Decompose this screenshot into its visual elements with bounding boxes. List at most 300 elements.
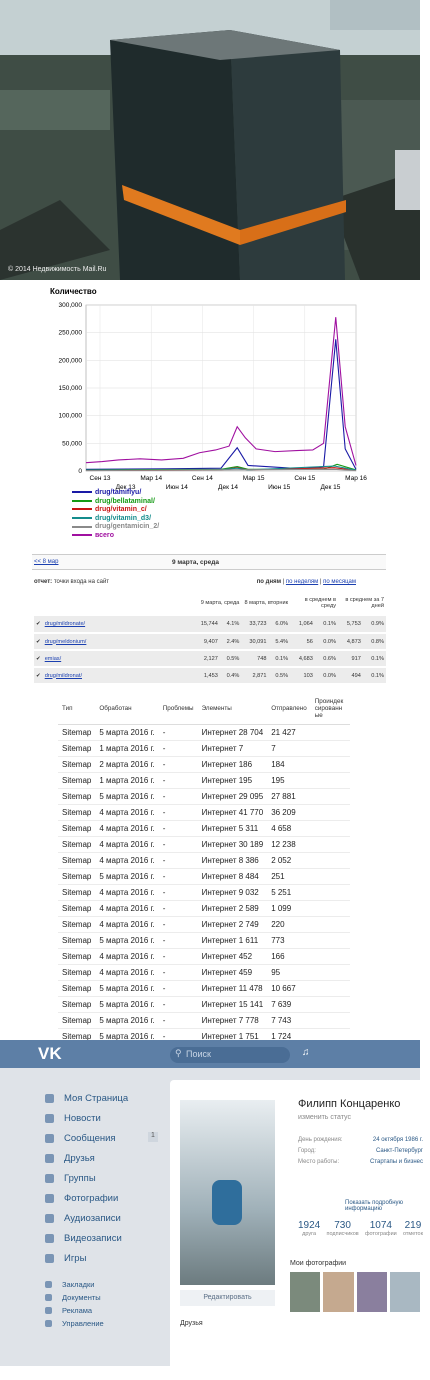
cell-issues: - [159,804,198,820]
row-value: 1,453 [193,667,220,684]
row-value: 0.5% [269,667,291,684]
row-page-link[interactable]: drug/meldonium/ [43,633,193,650]
submitted-count: 8 484 [238,871,259,881]
entry-points-report [0,550,420,690]
sidebar-item[interactable] [45,1248,175,1268]
legend-swatch [72,500,92,502]
col-header-yesterday: 8 марта, вторник [244,600,289,606]
row-value: 5.4% [269,633,291,650]
cell-indexed: 220 [267,916,311,932]
cell-processed: 5 марта 2016 г. [95,788,158,804]
cell-issues: - [159,916,198,932]
sidebar-item[interactable] [45,1188,175,1208]
menu-icon [45,1294,52,1301]
sitemap-row[interactable] [58,932,350,948]
friends-title: Друзья [180,1320,203,1327]
cell-items [198,900,268,916]
submitted-count: 8 386 [238,855,259,865]
cell-processed: 5 марта 2016 г. [95,1012,158,1028]
legend-item [72,532,159,541]
cell-issues: - [159,996,198,1012]
cell-type: Sitemap [58,948,95,964]
profile-card [170,1080,430,1380]
cell-type: Sitemap [58,820,95,836]
cell-items [198,868,268,884]
legend-label: drug/vitamin_c/ [95,506,147,514]
submitted-count: 29 095 [238,791,264,801]
row-value: 6.0% [269,616,291,633]
stat-item[interactable] [403,1220,423,1237]
vk-header [0,1040,420,1068]
items-type: Интернет [201,727,237,737]
sitemap-row[interactable] [58,980,350,996]
sitemap-row[interactable] [58,900,350,916]
stat-item[interactable] [365,1220,397,1237]
cell-issues: - [159,932,198,948]
search-icon: ⚲ [175,1048,182,1058]
cell-processed: 4 марта 2016 г. [95,836,158,852]
messages-badge: 1 [148,1132,158,1142]
submitted-count: 41 770 [238,807,264,817]
cell-indexed: 95 [267,964,311,980]
row-value: 33,723 [241,616,268,633]
items-type: Интернет [201,967,237,977]
cell-items [198,724,268,740]
x-tick-label: Сен 14 [191,475,213,482]
col-processed[interactable]: Обработан [95,694,158,724]
cell-type: Sitemap [58,980,95,996]
edit-profile-button[interactable]: Редактировать [180,1290,275,1306]
cell-processed: 4 марта 2016 г. [95,852,158,868]
cell-issues: - [159,884,198,900]
cell-items [198,948,268,964]
cell-type: Sitemap [58,996,95,1012]
legend-label: drug/bellataminal/ [95,497,155,505]
info-value[interactable]: Санкт-Петербург [375,1148,423,1154]
submitted-count: 28 704 [238,727,264,737]
cell-indexed: 21 427 [267,724,311,740]
cell-issues: - [159,964,198,980]
row-value: 0.4% [220,667,242,684]
photo-thumb[interactable] [357,1272,387,1312]
cell-processed: 1 марта 2016 г. [95,772,158,788]
cell-issues: - [159,980,198,996]
sitemap-row[interactable] [58,724,350,740]
search-box[interactable] [170,1047,290,1063]
info-label: День рождения: [298,1137,343,1143]
items-type: Интернет [201,871,237,881]
sitemap-row[interactable] [58,852,350,868]
row-value: 5,753 [338,616,363,633]
cell-items [198,996,268,1012]
menu-icon [45,1320,52,1327]
avatar-person [212,1180,242,1225]
report-row [34,667,386,684]
cell-indexed: 7 743 [267,1012,311,1028]
sitemap-row[interactable] [58,916,350,932]
profile-name: Филипп Концаренко [298,1098,401,1110]
cell-processed: 5 марта 2016 г. [95,1028,158,1044]
submitted-count: 7 778 [238,1015,259,1025]
sitemap-row[interactable] [58,772,350,788]
sitemap-row[interactable] [58,740,350,756]
cell-items [198,740,268,756]
sidebar-item-label: Игры [64,1252,87,1264]
submitted-count: 186 [238,759,253,769]
cell-issues: - [159,756,198,772]
y-tick-label: 50,000 [62,440,82,448]
sidebar-item-label: Реклама [62,1306,93,1315]
sidebar-item-label: Документы [62,1293,101,1302]
row-value: 0.0% [315,633,338,650]
vk-sidebar [45,1088,175,1330]
submitted-count: 459 [238,967,253,977]
cell-processed: 5 марта 2016 г. [95,724,158,740]
cell-issues: - [159,836,198,852]
profile-stats [298,1220,423,1237]
stat-item[interactable] [326,1220,358,1237]
sitemaps-table [58,694,350,1045]
sitemap-row[interactable] [58,820,350,836]
x-tick-label: Сен 15 [294,475,316,482]
cell-type: Sitemap [58,900,95,916]
cell-type: Sitemap [58,788,95,804]
sitemap-row[interactable] [58,884,350,900]
cell-indexed: 773 [267,932,311,948]
submitted-count: 5 311 [238,823,259,833]
row-checkbox[interactable]: ✔ [34,616,43,633]
submitted-count: 2 749 [238,919,259,929]
legend-label: всего [95,531,115,539]
cell-indexed: 1 099 [267,900,311,916]
cell-items [198,884,268,900]
col-submitted[interactable]: Отправлено [267,694,311,724]
cell-indexed: 251 [267,868,311,884]
row-page-link[interactable]: drug/mildronat/ [43,667,193,684]
profile-info [298,1135,423,1168]
legend-swatch [72,491,92,493]
y-tick-label: 250,000 [58,329,82,337]
cell-issues: - [159,900,198,916]
vk-logo: VK [38,1044,62,1063]
y-tick-label: 100,000 [58,412,82,420]
items-type: Интернет [201,951,237,961]
stat-label: друга [302,1231,317,1237]
stat-label: подписчиков [326,1231,359,1237]
x-tick-label: Июн 14 [165,484,188,491]
cell-indexed: 27 881 [267,788,311,804]
cell-processed: 4 марта 2016 г. [95,948,158,964]
items-type: Интернет [201,983,237,993]
items-type: Интернет [201,903,237,913]
row-value: 2,871 [241,667,268,684]
prev-day-link[interactable]: << 8 мар [34,559,59,565]
show-more-link[interactable]: Показать подробную информацию [345,1200,404,1212]
items-type: Интернет [201,743,237,753]
legend-item [72,523,159,532]
sitemap-row[interactable] [58,804,350,820]
col-indexed[interactable]: Проиндексированные [311,694,350,724]
report-type-value[interactable]: точки входа на сайт [53,579,110,585]
x-tick-label: Мар 16 [345,475,367,482]
cell-processed: 5 марта 2016 г. [95,996,158,1012]
submitted-count: 1 751 [238,1031,259,1041]
cell-type: Sitemap [58,916,95,932]
sidebar-item-label: Аудиозаписи [64,1212,121,1224]
cell-indexed: 12 238 [267,836,311,852]
row-value: 15,744 [193,616,220,633]
items-type: Интернет [201,839,237,849]
cell-indexed: 166 [267,948,311,964]
cell-type: Sitemap [58,852,95,868]
sidebar-item[interactable] [45,1228,175,1248]
chart-legend [72,489,159,541]
col-issues[interactable]: Проблемы [159,694,198,724]
submitted-count: 7 [238,743,244,753]
row-value: 2,127 [193,650,220,667]
period-days[interactable]: по дням [256,579,282,585]
stat-item[interactable] [298,1220,320,1237]
cell-type: Sitemap [58,932,95,948]
items-type: Интернет [201,823,237,833]
photo-strip [290,1272,420,1312]
sitemap-row[interactable] [58,948,350,964]
cell-processed: 5 марта 2016 г. [95,868,158,884]
cell-processed: 4 марта 2016 г. [95,900,158,916]
row-value: 0.5% [220,650,242,667]
cell-items [198,932,268,948]
menu-icon [45,1134,54,1143]
cell-processed: 4 марта 2016 г. [95,916,158,932]
sitemap-row[interactable] [58,836,350,852]
info-row [298,1146,423,1157]
sidebar-item-label: Сообщения [64,1132,116,1144]
cell-type: Sitemap [58,868,95,884]
date-nav-bar [32,554,386,570]
row-value: 0.8% [363,633,386,650]
cell-indexed: 195 [267,772,311,788]
menu-icon [45,1254,54,1263]
submitted-count: 1 611 [238,935,259,945]
legend-swatch [72,534,92,536]
period-weeks-link[interactable]: по неделям [285,579,319,585]
report-table [34,590,386,685]
cell-processed: 5 марта 2016 г. [95,932,158,948]
row-value: 917 [338,650,363,667]
cell-items [198,916,268,932]
cell-indexed: 4 658 [267,820,311,836]
cell-indexed: 184 [267,756,311,772]
row-value: 4,683 [290,650,315,667]
cell-type: Sitemap [58,804,95,820]
sitemap-row[interactable] [58,964,350,980]
items-type: Интернет [201,1015,237,1025]
menu-icon [45,1307,52,1314]
cell-processed: 4 марта 2016 г. [95,820,158,836]
info-label: Место работы: [298,1159,340,1165]
visits-chart [0,280,420,550]
vk-profile-photo [0,1040,423,1366]
info-row [298,1157,423,1168]
status-link[interactable]: изменить статус [298,1114,351,1121]
items-type: Интернет [201,935,237,945]
row-value: 494 [338,667,363,684]
menu-icon [45,1094,54,1103]
x-tick-label: Мар 15 [242,475,265,482]
sidebar-extra-item[interactable] [45,1278,175,1291]
submitted-count: 452 [238,951,253,961]
sidebar-item[interactable] [45,1148,175,1168]
stat-number: 219 [404,1220,422,1231]
row-value: 0.1% [363,650,386,667]
stat-number: 1074 [369,1220,392,1231]
sidebar-item-label: Группы [64,1172,96,1184]
cell-type: Sitemap [58,756,95,772]
row-value: 9,407 [193,633,220,650]
stat-label: фотографии [364,1231,397,1237]
sidebar-extra-item[interactable] [45,1317,175,1330]
row-value: 4,873 [338,633,363,650]
legend-item [72,506,159,515]
photo-thumb[interactable] [290,1272,320,1312]
row-value: 4.1% [220,616,242,633]
cell-type: Sitemap [58,740,95,756]
items-type: Интернет [201,855,237,865]
cell-type: Sitemap [58,1012,95,1028]
chart-canvas [0,295,420,500]
y-tick-label: 300,000 [58,302,82,309]
col-header-avg-7days: в среднем за 7 дней [345,597,384,609]
sitemap-row[interactable] [58,788,350,804]
y-tick-label: 0 [78,468,82,475]
cell-issues: - [159,820,198,836]
row-value: 0.1% [363,667,386,684]
cell-indexed: 1 724 [267,1028,311,1044]
sidebar-extra-item[interactable] [45,1304,175,1317]
row-value: 56 [290,633,315,650]
cell-issues: - [159,1012,198,1028]
photo-thumb[interactable] [390,1272,420,1312]
items-type: Интернет [201,999,237,1009]
cell-items [198,852,268,868]
row-value: 0.0% [315,667,338,684]
legend-label: drug/tamiflyu/ [95,489,142,496]
legend-swatch [72,508,92,510]
sitemap-row[interactable] [58,868,350,884]
cell-indexed: 7 639 [267,996,311,1012]
cell-processed: 4 марта 2016 г. [95,964,158,980]
bell-icon[interactable]: ♫ [302,1047,310,1058]
col-header-today: 9 марта, среда [200,600,240,606]
building-photo-image [0,0,420,280]
items-type: Интернет [201,1031,237,1041]
report-row [34,650,386,667]
cell-type: Sitemap [58,836,95,852]
row-checkbox[interactable]: ✔ [34,650,43,667]
submitted-count: 9 032 [238,887,259,897]
x-tick-label: Июн 15 [268,484,291,491]
legend-item [72,489,159,498]
cell-type: Sitemap [58,1028,95,1044]
cell-items [198,772,268,788]
items-type: Интернет [201,919,237,929]
row-value: 2.4% [220,633,242,650]
sidebar-item-label: Новости [64,1112,101,1124]
submitted-count: 11 478 [238,983,263,993]
cell-items [198,836,268,852]
cell-type: Sitemap [58,772,95,788]
cell-items [198,1012,268,1028]
chart-title: Количество [50,287,97,296]
sidebar-item-label: Закладки [62,1280,95,1289]
sidebar-item[interactable] [45,1108,175,1128]
cell-items [198,820,268,836]
cell-issues: - [159,948,198,964]
menu-icon [45,1234,54,1243]
cell-issues: - [159,788,198,804]
info-value[interactable]: Стартапы и бизнес [369,1159,423,1165]
row-page-link[interactable]: drug/mildronate/ [43,616,193,633]
row-value: 1,064 [290,616,315,633]
sitemap-row[interactable] [58,1012,350,1028]
col-type[interactable]: Тип [58,694,95,724]
sidebar-item-label: Управление [62,1319,104,1328]
menu-icon [45,1154,54,1163]
report-date-title: 9 марта, среда [172,559,219,566]
cell-indexed: 5 251 [267,884,311,900]
submitted-count: 15 141 [238,999,264,1009]
sidebar-item[interactable] [45,1088,175,1108]
menu-icon [45,1214,54,1223]
cell-processed: 4 марта 2016 г. [95,804,158,820]
cell-type: Sitemap [58,724,95,740]
submitted-count: 195 [238,775,253,785]
y-tick-label: 200,000 [58,357,82,365]
office-building-photo [0,0,420,280]
col-items[interactable]: Элементы [198,694,268,724]
legend-label: drug/vitamin_d3/ [95,514,152,522]
row-checkbox[interactable]: ✔ [34,667,43,684]
cell-type: Sitemap [58,964,95,980]
legend-item [72,498,159,507]
cell-items [198,804,268,820]
sidebar-item[interactable] [45,1168,175,1188]
row-checkbox[interactable]: ✔ [34,633,43,650]
cell-issues: - [159,740,198,756]
photo-thumb[interactable] [323,1272,353,1312]
sidebar-item[interactable] [45,1208,175,1228]
legend-swatch [72,517,92,519]
items-type: Интернет [201,759,237,769]
cell-indexed: 36 209 [267,804,311,820]
sidebar-extra-item[interactable] [45,1291,175,1304]
period-months-link[interactable]: по месяцам [323,579,356,585]
cell-type: Sitemap [58,884,95,900]
info-value[interactable]: 24 октября 1986 г. [372,1137,423,1143]
cell-items [198,756,268,772]
cell-items [198,788,268,804]
row-page-link[interactable]: emias/ [43,650,193,667]
stat-number: 1924 [298,1220,321,1231]
avatar[interactable] [180,1100,275,1285]
sitemap-row[interactable] [58,996,350,1012]
cell-processed: 4 марта 2016 г. [95,884,158,900]
row-value: 103 [290,667,315,684]
sitemap-row[interactable] [58,756,350,772]
menu-icon [45,1174,54,1183]
sitemaps-panel [0,690,420,1040]
items-type: Интернет [201,887,237,897]
